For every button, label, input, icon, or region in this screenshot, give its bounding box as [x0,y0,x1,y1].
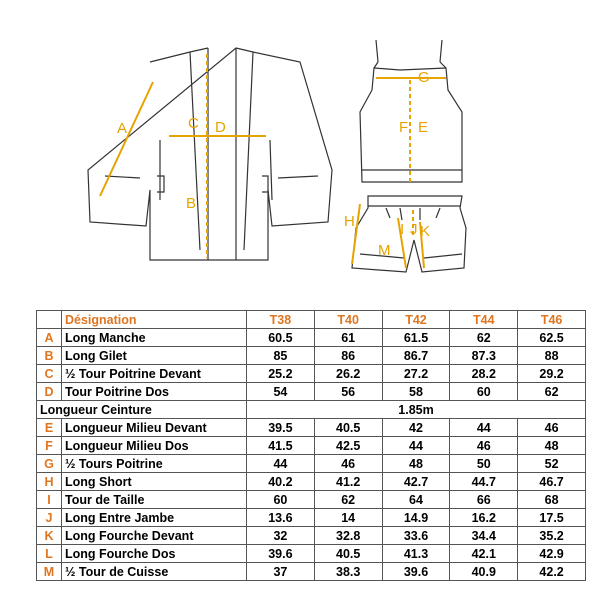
shorts-drawing [352,196,466,272]
row-designation: Long Manche [62,329,247,347]
label-F: F [399,119,409,136]
row-designation: Long Fourche Dos [62,545,247,563]
row-value: 87.3 [450,347,518,365]
row-value: 46.7 [518,473,586,491]
row-code: B [37,347,62,365]
row-code: E [37,419,62,437]
row-value: 39.5 [247,419,315,437]
label-D: D [215,119,226,136]
row-value: 39.6 [247,545,315,563]
row-value: 33.6 [382,527,450,545]
table-row [37,509,586,527]
row-value: 42.5 [314,437,382,455]
row-designation: Tour de Taille [62,491,247,509]
row-value: 44 [247,455,315,473]
row-designation: Tour Poitrine Dos [62,383,247,401]
row-value: 40.9 [450,563,518,581]
header-size-t44: T44 [450,311,518,329]
row-value: 86 [314,347,382,365]
row-value: 46 [314,455,382,473]
row-code: C [37,365,62,383]
row-value: 62 [450,329,518,347]
row-value: 42.1 [450,545,518,563]
row-value: 17.5 [518,509,586,527]
row-value: 40.5 [314,545,382,563]
row-code: L [37,545,62,563]
row-designation: Longueur Milieu Devant [62,419,247,437]
table-row [37,419,586,437]
table-row [37,455,586,473]
row-value: 44 [382,437,450,455]
row-value: 29.2 [518,365,586,383]
kimono-drawing [88,48,332,260]
row-value: 58 [382,383,450,401]
table-header-row [37,311,586,329]
row-code: K [37,527,62,545]
row-value: 48 [518,437,586,455]
row-value: 16.2 [450,509,518,527]
header-size-t42: T42 [382,311,450,329]
row-value: 54 [247,383,315,401]
size-chart-table [36,310,586,581]
row-value: 42 [382,419,450,437]
row-value: 62.5 [518,329,586,347]
row-value: 62 [518,383,586,401]
row-value: 60 [247,491,315,509]
row-value: 62 [314,491,382,509]
header-size-t46: T46 [518,311,586,329]
row-designation: ½ Tours Poitrine [62,455,247,473]
row-code: M [37,563,62,581]
row-value: 32.8 [314,527,382,545]
label-G: G [418,69,430,86]
label-H: H [344,213,355,230]
label-K: K [420,223,431,240]
belt-length-label: Longueur Ceinture [37,401,247,419]
table-row [37,365,586,383]
header-code-cell [37,311,62,329]
table-row [37,437,586,455]
row-value: 46 [450,437,518,455]
label-B: B [186,195,197,212]
row-value: 60.5 [247,329,315,347]
row-code: G [37,455,62,473]
size-chart-body [37,311,586,581]
table-row [37,563,586,581]
row-code: A [37,329,62,347]
row-value: 46 [518,419,586,437]
label-C: C [188,115,199,132]
row-code: J [37,509,62,527]
table-row [37,491,586,509]
header-designation: Désignation [62,311,247,329]
row-value: 42.9 [518,545,586,563]
row-value: 14.9 [382,509,450,527]
row-value: 13.6 [247,509,315,527]
table-row [37,473,586,491]
table-row [37,545,586,563]
row-value: 68 [518,491,586,509]
row-designation: Long Gilet [62,347,247,365]
row-value: 48 [382,455,450,473]
measure-labels [117,69,430,259]
row-value: 42.2 [518,563,586,581]
row-value: 61 [314,329,382,347]
row-value: 38.3 [314,563,382,581]
row-value: 88 [518,347,586,365]
row-value: 44 [450,419,518,437]
row-value: 66 [450,491,518,509]
row-value: 40.5 [314,419,382,437]
table-row [37,347,586,365]
row-value: 61.5 [382,329,450,347]
belt-length-row [37,401,586,419]
row-value: 34.4 [450,527,518,545]
row-designation: ½ Tour Poitrine Devant [62,365,247,383]
row-value: 14 [314,509,382,527]
row-designation: ½ Tour de Cuisse [62,563,247,581]
row-code: D [37,383,62,401]
row-designation: Long Entre Jambe [62,509,247,527]
row-value: 35.2 [518,527,586,545]
row-value: 41.3 [382,545,450,563]
row-value: 25.2 [247,365,315,383]
label-I: I [400,221,405,238]
row-value: 52 [518,455,586,473]
row-value: 50 [450,455,518,473]
row-value: 41.2 [314,473,382,491]
row-code: I [37,491,62,509]
row-value: 32 [247,527,315,545]
row-value: 60 [450,383,518,401]
row-value: 42.7 [382,473,450,491]
row-value: 28.2 [450,365,518,383]
row-code: F [37,437,62,455]
cami-measure-lines [376,78,446,184]
row-value: 85 [247,347,315,365]
row-value: 64 [382,491,450,509]
row-value: 40.2 [247,473,315,491]
row-designation: Long Fourche Devant [62,527,247,545]
header-size-t38: T38 [247,311,315,329]
row-value: 86.7 [382,347,450,365]
row-value: 41.5 [247,437,315,455]
row-value: 26.2 [314,365,382,383]
kimono-measure-lines [100,54,266,258]
label-M: M [378,242,391,259]
belt-length-value: 1.85m [247,401,586,419]
table-row [37,383,586,401]
table-row [37,527,586,545]
row-value: 44.7 [450,473,518,491]
header-size-t40: T40 [314,311,382,329]
row-designation: Long Short [62,473,247,491]
table-row [37,329,586,347]
label-J: J [410,221,418,238]
row-value: 39.6 [382,563,450,581]
label-A: A [117,120,128,137]
row-value: 37 [247,563,315,581]
row-code: H [37,473,62,491]
row-value: 56 [314,383,382,401]
label-E: E [418,119,429,136]
row-designation: Longueur Milieu Dos [62,437,247,455]
row-value: 27.2 [382,365,450,383]
